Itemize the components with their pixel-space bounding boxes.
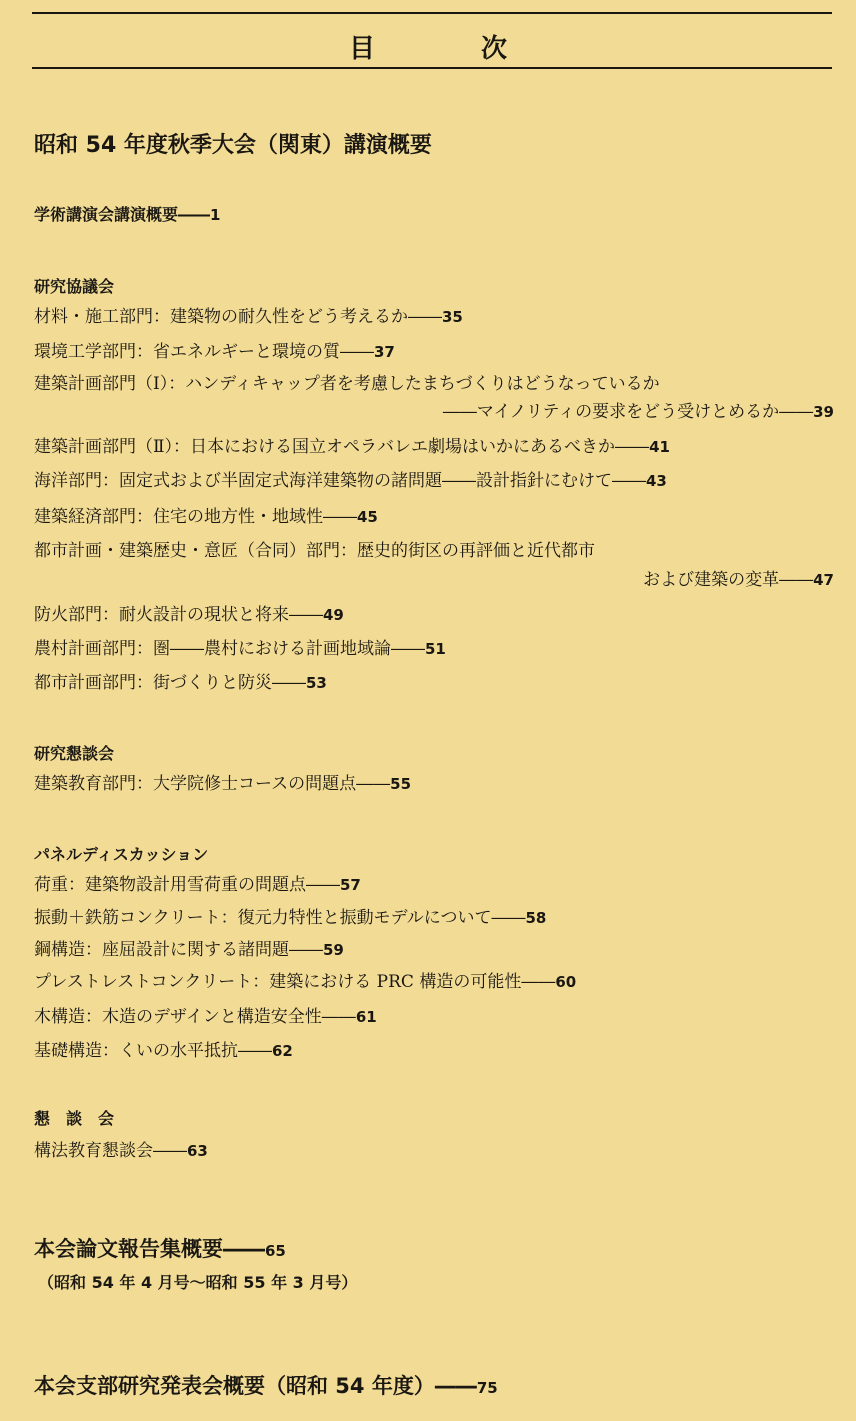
entry-text: 農村計画部門：圏――農村における計画地域論―― (34, 639, 425, 659)
entry-page: 75 (476, 1379, 498, 1397)
list-item (34, 502, 378, 527)
list-item (34, 769, 411, 794)
group-title-konkai: 懇 談 会 (34, 1109, 115, 1128)
entry-text: 荷重：建築物設計用雪荷重の問題点―― (34, 875, 340, 895)
entry-text: 基礎構造：くいの水平抵抗―― (34, 1041, 272, 1061)
title-rule (32, 67, 832, 69)
entry-gakujutsu (34, 202, 220, 225)
entry-page: 62 (272, 1042, 293, 1060)
list-item (34, 1036, 293, 1061)
entry-text: 材料・施工部門：建築物の耐久性をどう考えるか―― (34, 307, 442, 327)
page-title: 目 次 (348, 34, 547, 64)
list-item (34, 600, 344, 625)
entry-text: 木構造：木造のデザインと構造安全性―― (34, 1007, 356, 1027)
entry-page: 51 (425, 640, 446, 658)
entry-page: 57 (340, 876, 361, 894)
group-title-kyogikai: 研究協議会 (34, 277, 115, 296)
entry-page: 47 (813, 571, 834, 589)
section-title-autumn-meeting: 昭和 54 年度秋季大会（関東）講演概要 (34, 133, 432, 158)
entry-page: 60 (555, 973, 577, 991)
entry-page: 39 (813, 403, 834, 421)
entry-page: 37 (374, 343, 395, 361)
list-item (34, 870, 361, 895)
entry-text: 建築教育部門：大学院修士コースの問題点―― (34, 774, 391, 794)
entry-text: 防火部門：耐火設計の現状と将来―― (34, 605, 323, 625)
entry-text: 建築計画部門（Ⅱ）：日本における国立オペラバレエ劇場はいかにあるべきか―― (34, 437, 650, 457)
list-item (34, 302, 463, 327)
list-item (34, 935, 344, 960)
entry-text: および建築の変革―― (643, 570, 814, 590)
section-title-papers (34, 1233, 286, 1263)
entry-page: 61 (355, 1008, 377, 1026)
list-item (34, 1002, 377, 1027)
list-item (34, 1136, 208, 1161)
entry-page: 58 (525, 909, 547, 927)
list-item (34, 634, 446, 659)
entry-text: 鋼構造：座屈設計に関する諸問題―― (34, 940, 323, 960)
entry-page: 53 (306, 674, 327, 692)
list-item (34, 536, 595, 561)
entry-page: 43 (646, 472, 667, 490)
list-item (34, 369, 660, 394)
section-subtitle-papers: （昭和 54 年 4 月号～昭和 55 年 3 月号） (38, 1273, 358, 1292)
entry-page: 63 (187, 1142, 208, 1160)
entry-text: ――マイノリティの要求をどう受けとめるか―― (442, 402, 814, 422)
top-rule (32, 12, 832, 14)
entry-text: 環境工学部門：省エネルギーと環境の質―― (34, 342, 374, 362)
entry-text: 学術講演会講演概要―― (34, 205, 211, 224)
entry-page: 41 (649, 438, 670, 456)
entry-text: プレストレストコンクリート：建築における PRC 構造の可能性―― (34, 972, 556, 992)
entry-text: 構法教育懇談会―― (34, 1141, 187, 1161)
entry-page: 1 (210, 206, 221, 224)
list-item (34, 337, 395, 362)
entry-text: 振動＋鉄筋コンクリート：復元力特性と振動モデルについて―― (34, 908, 526, 928)
section-title-branch (34, 1370, 498, 1400)
entry-page: 55 (390, 775, 412, 793)
entry-text: 都市計画・建築歴史・意匠（合同）部門：歴史的街区の再評価と近代都市 (34, 541, 595, 561)
entry-page: 45 (357, 508, 378, 526)
list-item (34, 903, 546, 928)
entry-text: 建築計画部門（Ⅰ）：ハンディキャップ者を考慮したまちづくりはどうなっているか (34, 374, 660, 394)
group-title-panel: パネルディスカッション (34, 845, 209, 864)
section-title-text: 本会支部研究発表会概要（昭和 54 年度）―― (34, 1374, 477, 1398)
entry-page: 35 (442, 308, 463, 326)
group-title-kondankai: 研究懇談会 (34, 744, 115, 763)
list-item (34, 668, 327, 693)
list-item-continued (34, 565, 834, 590)
entry-page: 49 (323, 606, 344, 624)
list-item (34, 967, 576, 992)
entry-text: 海洋部門：固定式および半固定式海洋建築物の諸問題――設計指針にむけて―― (34, 471, 646, 491)
list-item-continued (34, 397, 834, 422)
entry-text: 都市計画部門：街づくりと防災―― (34, 673, 306, 693)
entry-page: 59 (323, 941, 344, 959)
list-item (34, 432, 670, 457)
entry-page: 65 (265, 1242, 286, 1260)
section-title-text: 本会論文報告集概要―― (34, 1237, 265, 1261)
entry-text: 建築経済部門：住宅の地方性・地域性―― (34, 507, 357, 527)
list-item (34, 466, 667, 491)
